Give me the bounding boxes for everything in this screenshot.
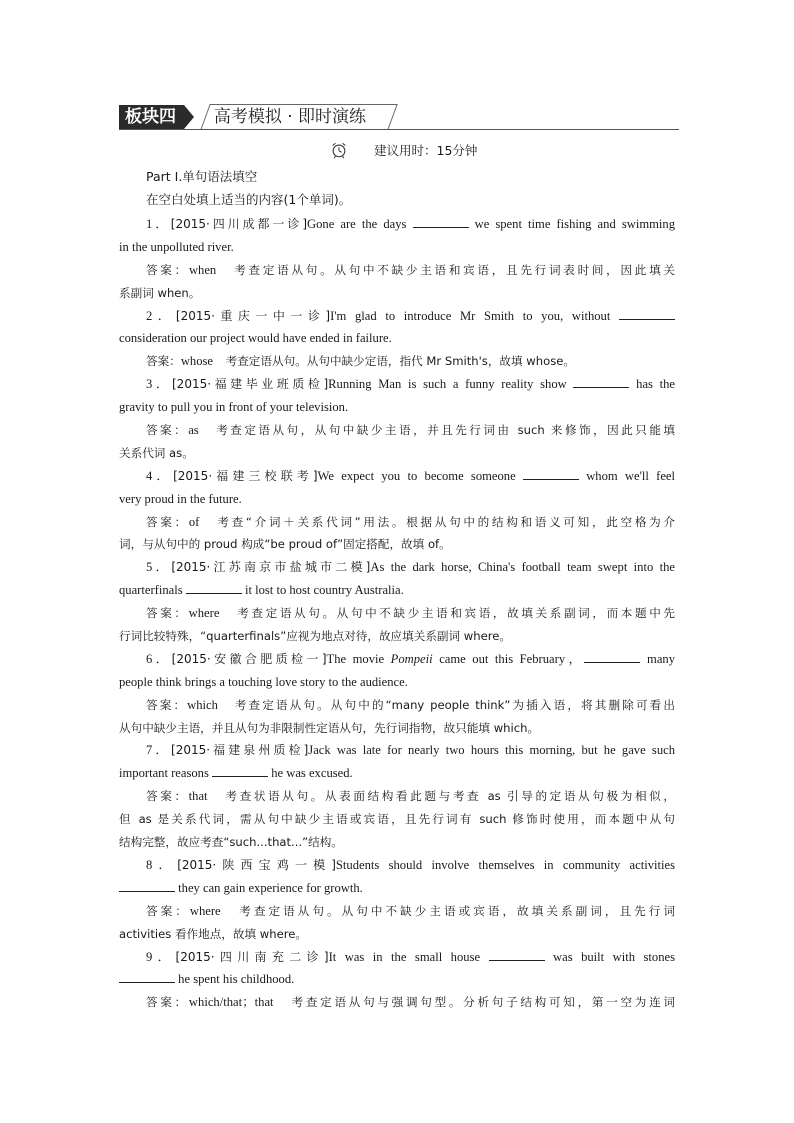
explanation: 考查定语从句。从句中的“many people think”为插入语，将其删除可看出 [234,697,675,712]
answer-blank [619,307,675,320]
question-source: [2015·四川南充二诊] [175,949,329,964]
question-number: 8． [146,857,178,872]
answer-blank [119,879,175,892]
question-1-line-2: in the unpolluted river. [119,239,234,254]
question-3-line-2: gravity to pull you in front of your television. [119,400,349,415]
question-5-line-2 [119,579,675,602]
question-text: important reasons [119,766,209,781]
answer-5-line-1 [119,602,675,625]
answer-value: of [188,514,200,529]
question-text: came out this February， [439,651,585,666]
question-8-line-2 [119,877,675,900]
answer-value: where [188,606,220,621]
question-source: [2015·江苏南京市盐城市二模] [171,560,371,575]
question-text: Students should involve themselves in community activities [335,857,675,872]
answer-4-line-1 [119,511,675,534]
answer-blank [584,650,640,663]
answer-value: when [188,262,217,277]
answer-9-line-1 [119,991,675,1014]
answer-blank [523,467,579,480]
answer-blank [119,970,175,983]
part-heading: Part Ⅰ.单句语法填空 [146,169,258,184]
explanation: 考查定语从句。从句中不缺少主语或宾语，故填关系副词，且先行词 [239,903,675,918]
answer-label: 答案 ： [146,354,181,368]
answer-3-line-1 [119,419,675,442]
question-text: has the [636,377,675,392]
question-9-line-1 [119,946,675,969]
question-source: [2015·福建泉州质检] [171,743,309,758]
question-number: 4． [146,468,174,483]
suggested-time [330,140,477,160]
answer-7-line-1 [119,785,675,808]
answer-2-line-1 [119,350,675,373]
answer-blank [413,215,469,228]
question-5-line-1 [119,556,675,579]
answer-blank [489,948,545,961]
question-number: 5． [146,560,172,575]
question-list [119,213,675,1014]
question-source: [2015·福建毕业班质检] [172,377,329,392]
answer-label: 答案 ： [146,423,188,437]
question-2-line-1 [119,305,675,328]
answer-4-line-2: 词，与从句中的 proud 构成“be proud of”固定搭配，故填 of。 [119,537,451,552]
answer-label: 答案 ： [146,789,189,803]
answer-8-line-2: activities 看作地点，故填 where。 [119,926,307,941]
question-text: it lost to host country Australia. [244,583,404,598]
question-4-line-2: very proud in the future. [119,491,242,506]
question-number: 9． [146,949,176,964]
answer-8-line-1 [119,900,675,923]
answer-5-line-2: 行词比较特殊，“quarterfinals”应视为地点对待，故应填关系副词 where。 [119,629,512,644]
explanation: 考查定语从句。从句中不缺少主语和宾语，且先行词表时间，因此填关 [234,262,675,277]
question-text: Gone are the days [307,217,407,231]
answer-1-line-1 [119,259,675,282]
banner-rule [119,129,679,130]
alarm-clock-icon [330,141,348,159]
answer-label: 答案 ： [146,263,189,277]
answer-label: 答案 ： [146,904,190,918]
question-1-line-1 [119,213,675,236]
explanation: 考查状语从句。从表面结构看此题与考查 as 引导的定语从句极为相似， [225,789,675,804]
answer-label: 答案 ： [146,606,189,620]
question-text: I'm glad to introduce Mr Smith to you, without [330,308,611,323]
answer-value: which/that；that [188,995,274,1010]
question-4-line-1 [119,465,675,488]
question-source: [2015·陕西宝鸡一模] [177,857,336,872]
question-text: Running Man is such a funny reality show [328,377,567,392]
question-text: was built with stones [553,949,675,964]
question-6-line-2: people think brings a touching love story to the audience. [119,674,408,689]
question-text: they can gain experience for growth. [178,880,363,895]
section-title-text: 高考模拟 · 即时演练 [213,107,367,127]
question-source: [2015·四川成都一诊] [170,217,308,231]
answer-6-line-2: 从句中缺少主语，并且从句为非限制性定语从句，先行词指物，故只能填 which。 [119,720,540,735]
question-text: he was excused. [271,766,353,781]
answer-label: 答案 ： [146,995,189,1009]
question-6-line-1 [119,648,675,671]
question-7-line-2 [119,762,675,785]
explanation: 考查定语从句。从句中缺少定语，指代 Mr Smith's，故填 whose。 [225,354,575,369]
question-8-line-1 [119,854,675,877]
explanation: 考查定语从句，从句中缺少主语，并且先行词由 such 来修饰，因此只能填 [216,423,675,438]
answer-value: as [188,423,199,438]
section-banner [119,104,679,130]
question-2-line-2: consideration our project would have ended in failure. [119,331,392,346]
answer-blank [573,375,629,388]
question-7-line-1 [119,739,675,762]
question-number: 3． [146,377,172,392]
answer-value: that [188,789,208,804]
question-number: 7． [146,743,172,758]
movie-title: Pompeii [390,651,433,666]
question-3-line-1 [119,373,675,396]
question-text: quarterfinals [119,583,183,598]
answer-7-line-3: 结构完整，故应考查“such...that...”结构。 [119,835,343,850]
question-number: 2． [146,308,176,323]
explanation: 考查定语从句与强调句型。分析句子结构可知，第一空为连词 [291,995,675,1010]
question-text: As the dark horse, China's football team swept into the [370,560,675,575]
answer-value: whose [180,354,213,369]
explanation: 考查“介词＋关系代词”用法。根据从句中的结构和语义可知，此空格为介 [217,514,675,529]
answer-value: where [189,903,221,918]
question-text: The movie [326,651,385,666]
question-text: We expect you to become someone [317,468,516,483]
question-text: It was in the small house [328,949,481,964]
answer-7-line-2: 但 as 是关系代词，需从句中缺少主语或宾语，且先行词有 such 修饰时使用，而本题中从句 [119,812,675,827]
answer-label: 答案 ： [146,698,187,712]
question-text: whom we'll feel [586,468,675,483]
question-text: many [647,651,675,666]
question-source: [2015·重庆一中一诊] [175,308,331,323]
answer-blank [186,581,242,594]
answer-1-line-2: 系副词 when。 [119,285,201,300]
explanation: 考查定语从句。从句中不缺少主语和宾语，故填关系副词，而本题中先 [237,606,675,621]
question-number: 6． [146,651,172,666]
question-text: we spent time fishing and swimming [474,217,675,231]
answer-value: which [187,697,218,712]
answer-label: 答案 ： [146,515,189,529]
question-text: he spent his childhood. [178,972,295,987]
section-title [200,104,398,130]
question-text: Jack was late for nearly two hours this morning, but he gave such [308,743,675,758]
suggested-time-text: 建议用时：15分钟 [374,143,478,158]
section-badge: 板块四 [119,105,184,129]
question-9-line-2 [119,968,675,991]
question-source: [2015·安徽合肥质检一] [171,651,327,666]
answer-6-line-1 [119,694,675,717]
answer-3-line-2: 关系代词 as。 [119,445,194,460]
question-source: [2015·福建三校联考] [173,468,318,483]
instruction: 在空白处填上适当的内容(1个单词)。 [146,192,352,207]
question-number: 1． [146,217,171,231]
answer-blank [212,764,268,777]
